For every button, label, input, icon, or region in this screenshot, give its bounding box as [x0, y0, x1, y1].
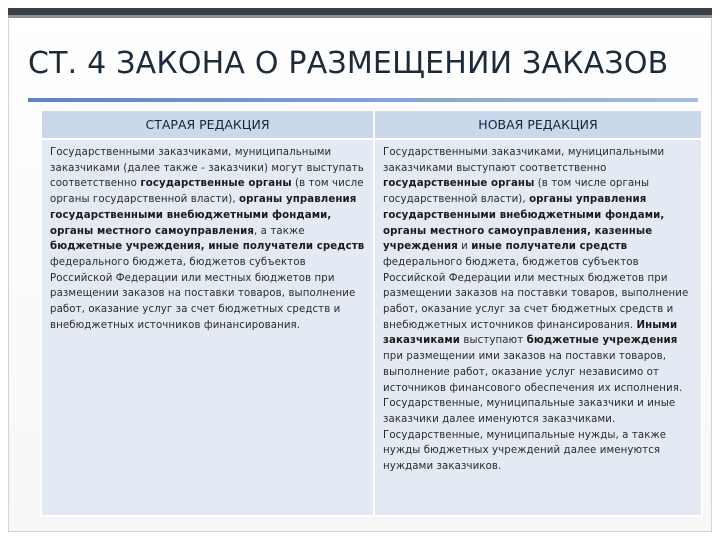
text-run: федерального бюджета, бюджетов субъектов Российской Федерации или местных бюджетов при размещении заказов на поставки товаров, выполнение работ, оказание услуг за счет бюджетных средств и внебюджетных источников финансирования. [383, 256, 689, 331]
old-edition-text [41, 139, 374, 516]
text-run: , а также [254, 225, 305, 237]
bold-text-run: бюджетные учреждения [526, 335, 678, 347]
bold-text-run: органы управления государственными внебюджетными фондами, органы местного самоуправления [50, 194, 357, 237]
table-header-row [41, 110, 702, 139]
top-band-dark [8, 8, 712, 15]
header-old-edition: СТАРАЯ РЕДАКЦИЯ [41, 110, 374, 139]
slide-title: СТ. 4 ЗАКОНА О РАЗМЕЩЕНИИ ЗАКАЗОВ [28, 46, 669, 81]
new-edition-text [374, 139, 702, 516]
table-row [41, 139, 702, 516]
text-run: (в том числе органы государственной власти), [383, 178, 650, 206]
bold-text-run: государственные органы [383, 178, 535, 190]
title-underline [28, 98, 698, 102]
bold-text-run: бюджетные учреждения, иные получатели средств [50, 241, 365, 253]
bold-text-run: государственные органы [140, 178, 292, 190]
bold-text-run: органы управления государственными внебюджетными фондами, органы местного самоуправления, казенные учреждения [383, 194, 665, 253]
header-new-edition: НОВАЯ РЕДАКЦИЯ [374, 110, 702, 139]
text-run: при размещении ими заказов на поставки товаров, выполнение работ, оказание услуг независимо от источников финансового обеспечения их исполнения. Государственные, муниципальные заказчики и иные заказчики далее именуются заказчиками. Государственные, муниципальные нужды, а также нужды бюджетных учреждений далее именуются нуждами заказчиков. [383, 351, 683, 473]
text-run: выступают [460, 335, 527, 347]
comparison-table [40, 109, 703, 517]
text-run: Государственными заказчиками, муниципальными заказчиками выступают соответственно [383, 147, 665, 174]
bold-text-run: Иными заказчиками [383, 319, 678, 347]
text-run: (в том числе органы государственной власти), [50, 178, 364, 206]
text-run: федерального бюджета, бюджетов субъектов Российской Федерации или местных бюджетов при размещении заказов на поставки товаров, выполнение работ, оказание услуг за счет бюджетных средств и внебюджетных источников финансирования. [50, 256, 356, 331]
top-band-grey [8, 15, 712, 18]
bold-text-run: иные получатели средств [471, 241, 628, 253]
text-run: Государственными заказчиками, муниципальными заказчиками (далее также - заказчики) могут выступать соответственно [50, 147, 364, 190]
text-run: и [457, 241, 472, 253]
